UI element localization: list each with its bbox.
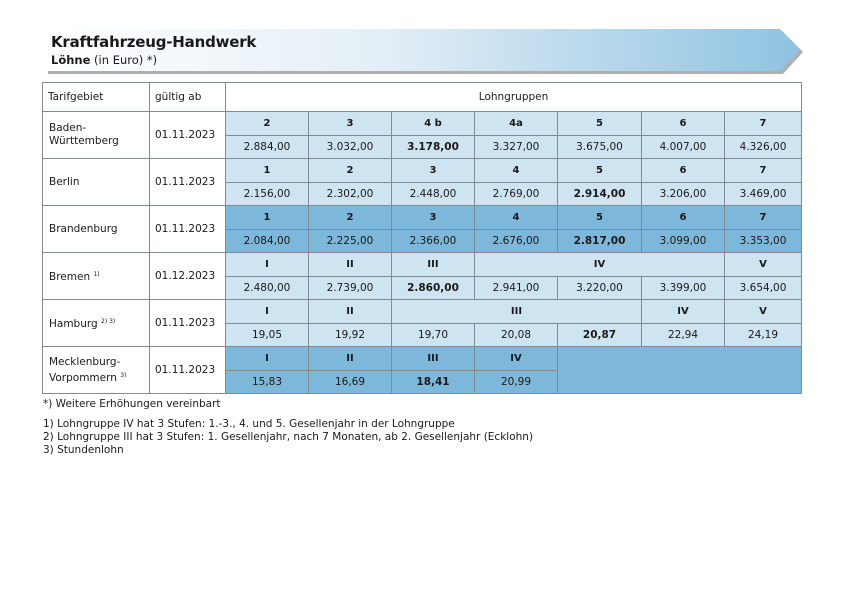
region-cell (43, 347, 150, 394)
region-cell (43, 159, 150, 206)
value-cell: 19,05 (226, 324, 309, 347)
value-cell: 2.914,00 (558, 183, 642, 206)
value-cell: 2.480,00 (226, 277, 309, 300)
region-cell (43, 300, 150, 347)
value-cell: 3.220,00 (558, 277, 642, 300)
group-cell: III (392, 253, 475, 277)
page-subtitle (51, 53, 157, 67)
group-cell: 4a (475, 112, 558, 136)
group-cell: 4 (475, 206, 558, 230)
table-row (43, 347, 802, 371)
group-cell: 5 (558, 112, 642, 136)
group-cell: 1 (226, 206, 309, 230)
value-cell: 3.206,00 (642, 183, 725, 206)
date-cell: 01.11.2023 (150, 112, 226, 159)
value-cell: 4.007,00 (642, 136, 725, 159)
value-cell: 24,19 (725, 324, 802, 347)
region-name: Mecklenburg- Vorpommern (49, 355, 121, 384)
group-cell: 1 (226, 159, 309, 183)
value-cell: 2.448,00 (392, 183, 475, 206)
value-cell: 3.654,00 (725, 277, 802, 300)
empty-cell (558, 347, 802, 394)
group-cell: V (725, 300, 802, 324)
region-name: Hamburg (49, 318, 98, 330)
value-cell: 2.817,00 (558, 230, 642, 253)
group-cell: 3 (392, 159, 475, 183)
group-cell: 7 (725, 159, 802, 183)
value-cell: 2.739,00 (309, 277, 392, 300)
value-cell: 2.225,00 (309, 230, 392, 253)
value-cell: 3.099,00 (642, 230, 725, 253)
date-cell: 01.11.2023 (150, 159, 226, 206)
group-cell: 2 (309, 206, 392, 230)
date-cell: 01.11.2023 (150, 206, 226, 253)
region-name: Berlin (49, 175, 80, 188)
header-wage-groups: Lohngruppen (226, 83, 802, 112)
region-cell (43, 112, 150, 159)
value-cell: 19,70 (392, 324, 475, 347)
header-valid-from: gültig ab (150, 83, 226, 112)
group-cell: 7 (725, 206, 802, 230)
footnote-marker: 1) (93, 271, 100, 278)
value-cell: 3.469,00 (725, 183, 802, 206)
subtitle-bold: Löhne (51, 53, 91, 67)
group-cell: IV (642, 300, 725, 324)
group-cell: 7 (725, 112, 802, 136)
group-cell: 2 (226, 112, 309, 136)
footnote-marker: 3) (120, 371, 127, 379)
group-cell: 6 (642, 206, 725, 230)
value-cell: 16,69 (309, 371, 392, 394)
group-cell: II (309, 347, 392, 371)
value-cell: 2.366,00 (392, 230, 475, 253)
value-cell: 3.675,00 (558, 136, 642, 159)
value-cell: 20,08 (475, 324, 558, 347)
region-name: Brandenburg (49, 222, 118, 235)
value-cell: 3.399,00 (642, 277, 725, 300)
group-cell: 5 (558, 206, 642, 230)
group-cell: IV (475, 253, 725, 277)
value-cell: 2.156,00 (226, 183, 309, 206)
group-cell: 2 (309, 159, 392, 183)
group-cell: 6 (642, 159, 725, 183)
footnote-marker: 2) 3) (101, 318, 116, 325)
value-cell: 3.178,00 (392, 136, 475, 159)
value-cell: 22,94 (642, 324, 725, 347)
table-row (43, 206, 802, 230)
table-row (43, 112, 802, 136)
value-cell: 19,92 (309, 324, 392, 347)
group-cell: 3 (309, 112, 392, 136)
group-cell: V (725, 253, 802, 277)
value-cell: 18,41 (392, 371, 475, 394)
group-cell: I (226, 347, 309, 371)
group-cell: 5 (558, 159, 642, 183)
value-cell: 4.326,00 (725, 136, 802, 159)
group-cell: II (309, 253, 392, 277)
group-cell: I (226, 253, 309, 277)
group-cell: III (392, 300, 642, 324)
date-cell: 01.11.2023 (150, 300, 226, 347)
subtitle-rest: (in Euro) *) (90, 53, 158, 67)
value-cell: 2.860,00 (392, 277, 475, 300)
table-row (43, 253, 802, 277)
group-cell: II (309, 300, 392, 324)
date-cell: 01.12.2023 (150, 253, 226, 300)
footnote-2: 2) Lohngruppe III hat 3 Stufen: 1. Gesellenjahr, nach 7 Monaten, ab 2. Gesellenjahr (Ecklohn) (43, 431, 534, 443)
value-cell: 3.327,00 (475, 136, 558, 159)
region-name: Bremen (49, 271, 91, 283)
group-cell: 3 (392, 206, 475, 230)
group-cell: 4 b (392, 112, 475, 136)
table-row (43, 300, 802, 324)
value-cell: 15,83 (226, 371, 309, 394)
value-cell: 2.769,00 (475, 183, 558, 206)
value-cell: 20,87 (558, 324, 642, 347)
value-cell: 2.941,00 (475, 277, 558, 300)
date-cell: 01.11.2023 (150, 347, 226, 394)
footnote-1: 1) Lohngruppe IV hat 3 Stufen: 1.-3., 4. und 5. Gesellenjahr in der Lohngruppe (43, 418, 455, 430)
footnote-3: 3) Stundenlohn (43, 444, 124, 456)
table-row (43, 159, 802, 183)
region-cell (43, 253, 150, 300)
group-cell: IV (475, 347, 558, 371)
value-cell: 2.884,00 (226, 136, 309, 159)
region-name: Baden- Württemberg (49, 122, 119, 147)
header-row (43, 83, 802, 112)
header-region: Tarifgebiet (43, 83, 150, 112)
value-cell: 20,99 (475, 371, 558, 394)
wage-table (42, 82, 802, 394)
group-cell: 6 (642, 112, 725, 136)
note-star: *) Weitere Erhöhungen vereinbart (43, 398, 221, 410)
value-cell: 3.032,00 (309, 136, 392, 159)
group-cell: 4 (475, 159, 558, 183)
value-cell: 2.676,00 (475, 230, 558, 253)
region-cell (43, 206, 150, 253)
group-cell: I (226, 300, 309, 324)
value-cell: 3.353,00 (725, 230, 802, 253)
value-cell: 2.302,00 (309, 183, 392, 206)
group-cell: III (392, 347, 475, 371)
page-title: Kraftfahrzeug-Handwerk (51, 33, 257, 51)
value-cell: 2.084,00 (226, 230, 309, 253)
